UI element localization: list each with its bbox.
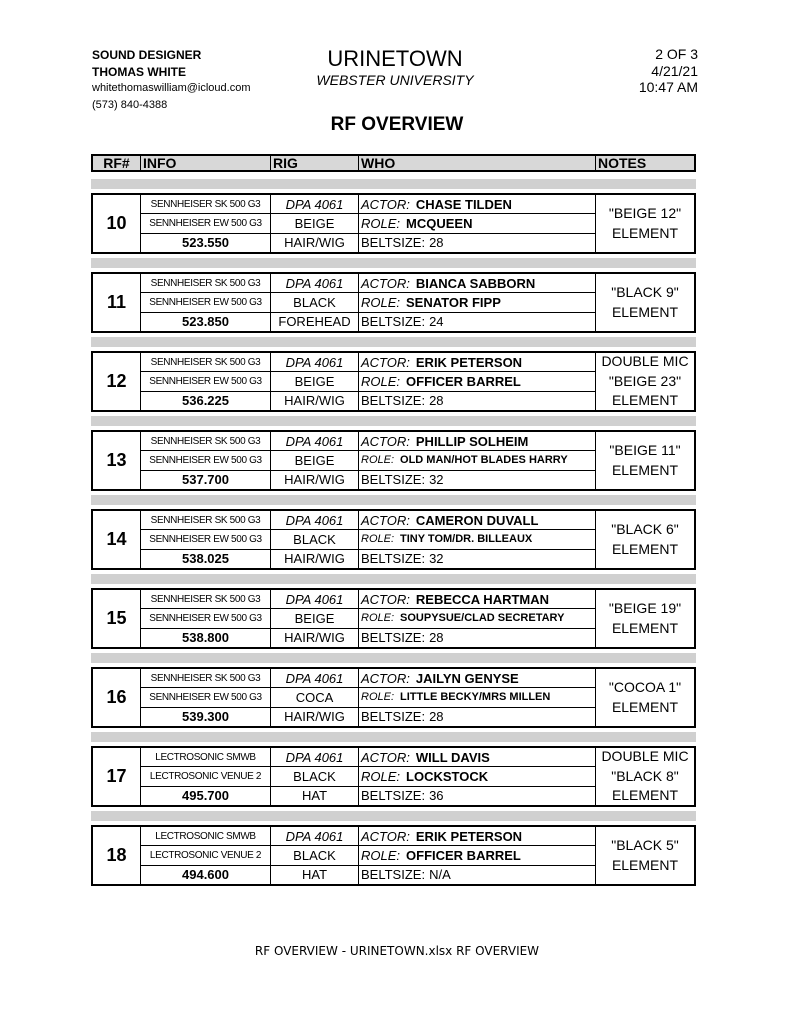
print-time: 10:47 AM [638, 79, 698, 95]
transmitter-model: SENNHEISER SK 500 G3 [150, 593, 261, 605]
role-cell [359, 371, 595, 390]
who-column [359, 590, 596, 647]
beltsize-cell [359, 549, 595, 568]
mic-color: BLACK [271, 292, 358, 311]
role-name: TINY TOM/DR. BILLEAUX [400, 533, 533, 546]
notes-cell [596, 827, 694, 884]
role-label: ROLE: [361, 847, 401, 863]
separator-strip [91, 258, 696, 268]
rig-column [271, 353, 359, 410]
notes-cell [596, 353, 694, 410]
beltsize-label: BELTSIZE: [361, 393, 426, 409]
role-name: LOCKSTOCK [406, 768, 489, 784]
notes-line: "BEIGE 19" [608, 600, 682, 616]
actor-name: BIANCA SABBORN [415, 275, 536, 291]
rf-block [91, 193, 696, 254]
show-title: URINETOWN [327, 46, 463, 71]
role-name: OLD MAN/HOT BLADES HARRY [400, 454, 568, 467]
actor-name: PHILLIP SOLHEIM [415, 433, 529, 449]
role-label: ROLE: [361, 533, 395, 546]
transmitter-model: SENNHEISER SK 500 G3 [150, 356, 261, 368]
actor-cell [359, 353, 595, 371]
receiver-model: SENNHEISER EW 500 G3 [141, 529, 270, 548]
actor-label: ACTOR: [361, 433, 410, 449]
rig-column [271, 195, 359, 252]
actor-label: ACTOR: [361, 354, 410, 370]
beltsize-value: 32 [429, 472, 444, 488]
role-cell [359, 213, 595, 232]
who-column [359, 274, 596, 331]
receiver-model: LECTROSONIC VENUE 2 [141, 766, 270, 785]
info-column [141, 432, 271, 489]
mic-placement: HAT [271, 786, 358, 805]
rf-block [91, 509, 696, 570]
mic-model: DPA 4061 [285, 354, 344, 370]
role-label: ROLE: [361, 768, 401, 784]
beltsize-value: 28 [429, 709, 444, 725]
mic-placement: HAIR/WIG [271, 391, 358, 410]
notes-line: "BLACK 9" [611, 284, 679, 300]
role-label: ROLE: [361, 454, 395, 467]
column-header-rf: RF# [93, 156, 141, 170]
notes-line: "COCOA 1" [608, 679, 682, 695]
beltsize-value: 28 [429, 393, 444, 409]
role-cell [359, 450, 595, 469]
beltsize-value: 36 [429, 788, 444, 804]
mic-placement: FOREHEAD [271, 312, 358, 331]
beltsize-cell [359, 391, 595, 410]
role-name: SOUPYSUE/CLAD SECRETARY [400, 612, 565, 625]
who-column [359, 669, 596, 726]
notes-line: DOUBLE MIC [601, 748, 689, 765]
transmitter-model: SENNHEISER SK 500 G3 [150, 672, 261, 684]
actor-cell [359, 274, 595, 292]
mic-model: DPA 4061 [285, 433, 344, 449]
rig-column [271, 274, 359, 331]
transmitter-model: LECTROSONIC SMWB [155, 830, 256, 842]
rf-number: 11 [93, 274, 141, 331]
rig-column [271, 432, 359, 489]
who-column [359, 353, 596, 410]
role-name: MCQUEEN [406, 215, 473, 231]
role-name: SENATOR FIPP [406, 294, 501, 310]
rf-number: 16 [93, 669, 141, 726]
notes-line: ELEMENT [611, 392, 679, 409]
mic-model: DPA 4061 [285, 749, 344, 765]
mic-color: COCA [271, 687, 358, 706]
actor-label: ACTOR: [361, 749, 410, 765]
actor-label: ACTOR: [361, 670, 410, 686]
role-cell [359, 529, 595, 548]
beltsize-value: 32 [429, 551, 444, 567]
actor-label: ACTOR: [361, 828, 410, 844]
rf-number: 12 [93, 353, 141, 410]
mic-color: BLACK [271, 529, 358, 548]
designer-name: THOMAS WHITE [92, 64, 186, 79]
rig-column [271, 669, 359, 726]
transmitter-model: SENNHEISER SK 500 G3 [150, 514, 261, 526]
receiver-model: SENNHEISER EW 500 G3 [141, 292, 270, 311]
actor-name: REBECCA HARTMAN [415, 591, 550, 607]
role-label: ROLE: [361, 691, 395, 704]
actor-cell [359, 827, 595, 845]
frequency: 495.700 [141, 786, 270, 805]
actor-label: ACTOR: [361, 591, 410, 607]
receiver-model: SENNHEISER EW 500 G3 [141, 687, 270, 706]
who-column [359, 195, 596, 252]
mic-color: BEIGE [271, 371, 358, 390]
frequency: 539.300 [141, 707, 270, 726]
designer-title: SOUND DESIGNER [92, 48, 202, 62]
column-header-info: INFO [141, 156, 271, 170]
frequency: 536.225 [141, 391, 270, 410]
beltsize-label: BELTSIZE: [361, 235, 426, 251]
notes-line: ELEMENT [611, 787, 679, 804]
rf-block [91, 272, 696, 333]
page-title: RF OVERVIEW [330, 114, 464, 135]
role-name: OFFICER BARREL [406, 373, 521, 389]
separator-strip [91, 574, 696, 584]
notes-line: "BEIGE 23" [608, 372, 682, 389]
frequency: 494.600 [141, 865, 270, 884]
rf-number: 10 [93, 195, 141, 252]
actor-cell [359, 590, 595, 608]
actor-name: ERIK PETERSON [415, 354, 523, 370]
column-header-rig: RIG [271, 156, 359, 170]
mic-color: BEIGE [271, 608, 358, 627]
mic-model: DPA 4061 [285, 828, 344, 844]
page-number: 2 OF 3 [655, 46, 698, 62]
rf-block [91, 746, 696, 807]
info-column [141, 748, 271, 805]
mic-color: BEIGE [271, 450, 358, 469]
notes-line: "BLACK 8" [611, 767, 679, 784]
mic-placement: HAIR/WIG [271, 470, 358, 489]
separator-strip [91, 732, 696, 742]
separator-strip [91, 653, 696, 663]
role-cell [359, 687, 595, 706]
role-name: OFFICER BARREL [406, 847, 521, 863]
role-cell [359, 608, 595, 627]
actor-label: ACTOR: [361, 275, 410, 291]
info-column [141, 827, 271, 884]
beltsize-label: BELTSIZE: [361, 709, 426, 725]
receiver-model: SENNHEISER EW 500 G3 [141, 450, 270, 469]
beltsize-label: BELTSIZE: [361, 472, 426, 488]
notes-line: "BLACK 6" [611, 521, 679, 537]
rf-number: 13 [93, 432, 141, 489]
page-footer: RF OVERVIEW - URINETOWN.xlsx RF OVERVIEW [254, 944, 540, 958]
beltsize-cell [359, 707, 595, 726]
notes-line: DOUBLE MIC [601, 353, 689, 370]
actor-name: CHASE TILDEN [415, 196, 512, 212]
actor-cell [359, 669, 595, 687]
info-column [141, 511, 271, 568]
mic-model: DPA 4061 [285, 670, 344, 686]
frequency: 538.025 [141, 549, 270, 568]
rf-block [91, 351, 696, 412]
mic-color: BEIGE [271, 213, 358, 232]
notes-cell [596, 195, 694, 252]
notes-line: "BLACK 5" [611, 837, 679, 853]
column-header-row [91, 154, 696, 172]
receiver-model: SENNHEISER EW 500 G3 [141, 213, 270, 232]
actor-cell [359, 195, 595, 213]
frequency: 538.800 [141, 628, 270, 647]
transmitter-model: SENNHEISER SK 500 G3 [150, 277, 261, 289]
rig-column [271, 590, 359, 647]
rf-number: 15 [93, 590, 141, 647]
info-column [141, 195, 271, 252]
print-date: 4/21/21 [651, 62, 698, 79]
mic-model: DPA 4061 [285, 591, 344, 607]
rf-block [91, 588, 696, 649]
actor-label: ACTOR: [361, 512, 410, 528]
mic-model: DPA 4061 [285, 512, 344, 528]
actor-name: JAILYN GENYSE [415, 670, 519, 686]
notes-line: "BEIGE 11" [609, 442, 681, 458]
info-column [141, 274, 271, 331]
frequency: 537.700 [141, 470, 270, 489]
beltsize-cell [359, 628, 595, 647]
transmitter-model: SENNHEISER SK 500 G3 [150, 435, 261, 447]
role-name: LITTLE BECKY/MRS MILLEN [400, 691, 551, 704]
mic-placement: HAT [271, 865, 358, 884]
mic-color: BLACK [271, 845, 358, 864]
mic-color: BLACK [271, 766, 358, 785]
designer-info [92, 47, 251, 113]
rig-column [271, 748, 359, 805]
role-label: ROLE: [361, 373, 401, 389]
beltsize-label: BELTSIZE: [361, 630, 426, 646]
rf-number: 17 [93, 748, 141, 805]
designer-phone: (573) 840-4388 [92, 98, 168, 111]
notes-line: ELEMENT [611, 856, 679, 873]
actor-cell [359, 432, 595, 450]
show-info [300, 46, 490, 89]
info-column [141, 669, 271, 726]
separator-strip [91, 179, 696, 189]
role-label: ROLE: [361, 294, 401, 310]
page-info [639, 46, 698, 96]
column-header-notes: NOTES [598, 155, 647, 171]
designer-email: whitethomaswilliam@icloud.com [92, 82, 251, 94]
notes-cell [596, 748, 694, 805]
notes-line: "BEIGE 12" [608, 205, 682, 221]
actor-cell [359, 748, 595, 766]
notes-cell [596, 590, 694, 647]
beltsize-value: 28 [429, 630, 444, 646]
rf-block [91, 430, 696, 491]
receiver-model: SENNHEISER EW 500 G3 [141, 371, 270, 390]
actor-cell [359, 511, 595, 529]
beltsize-cell [359, 470, 595, 489]
beltsize-label: BELTSIZE: [361, 314, 426, 330]
beltsize-label: BELTSIZE: [361, 551, 426, 567]
info-column [141, 353, 271, 410]
mic-model: DPA 4061 [285, 275, 344, 291]
beltsize-label: BELTSIZE: [361, 788, 426, 804]
actor-name: ERIK PETERSON [415, 828, 523, 844]
transmitter-model: LECTROSONIC SMWB [155, 751, 256, 763]
rf-block [91, 825, 696, 886]
notes-line: ELEMENT [611, 698, 679, 715]
notes-line: ELEMENT [611, 224, 679, 241]
mic-placement: HAIR/WIG [271, 549, 358, 568]
actor-name: WILL DAVIS [415, 749, 490, 765]
receiver-model: SENNHEISER EW 500 G3 [141, 608, 270, 627]
beltsize-value: N/A [429, 867, 451, 883]
beltsize-cell [359, 312, 595, 331]
beltsize-cell [359, 233, 595, 252]
who-column [359, 748, 596, 805]
role-label: ROLE: [361, 215, 401, 231]
who-column [359, 827, 596, 884]
transmitter-model: SENNHEISER SK 500 G3 [150, 198, 261, 210]
beltsize-cell [359, 786, 595, 805]
who-column [359, 511, 596, 568]
mic-model: DPA 4061 [285, 196, 344, 212]
separator-strip [91, 495, 696, 505]
role-label: ROLE: [361, 612, 395, 625]
notes-line: ELEMENT [611, 461, 679, 478]
rf-block [91, 667, 696, 728]
separator-strip [91, 416, 696, 426]
beltsize-value: 28 [429, 235, 444, 251]
rf-number: 18 [93, 827, 141, 884]
beltsize-value: 24 [429, 314, 444, 330]
beltsize-cell [359, 865, 595, 884]
mic-placement: HAIR/WIG [271, 707, 358, 726]
mic-placement: HAIR/WIG [271, 628, 358, 647]
beltsize-label: BELTSIZE: [361, 867, 426, 883]
notes-line: ELEMENT [611, 303, 679, 320]
notes-line: ELEMENT [611, 619, 679, 636]
actor-label: ACTOR: [361, 196, 410, 212]
column-header-who: WHO [359, 156, 596, 170]
notes-line: ELEMENT [611, 540, 679, 557]
notes-cell [596, 669, 694, 726]
separator-strip [91, 811, 696, 821]
actor-name: CAMERON DUVALL [415, 512, 539, 528]
rig-column [271, 827, 359, 884]
rig-column [271, 511, 359, 568]
role-cell [359, 766, 595, 785]
venue-name: WEBSTER UNIVERSITY [316, 72, 474, 88]
frequency: 523.850 [141, 312, 270, 331]
role-cell [359, 292, 595, 311]
receiver-model: LECTROSONIC VENUE 2 [141, 845, 270, 864]
separator-strip [91, 337, 696, 347]
frequency: 523.550 [141, 233, 270, 252]
who-column [359, 432, 596, 489]
role-cell [359, 845, 595, 864]
notes-cell [596, 432, 694, 489]
notes-cell [596, 274, 694, 331]
mic-placement: HAIR/WIG [271, 233, 358, 252]
notes-cell [596, 511, 694, 568]
info-column [141, 590, 271, 647]
rf-number: 14 [93, 511, 141, 568]
